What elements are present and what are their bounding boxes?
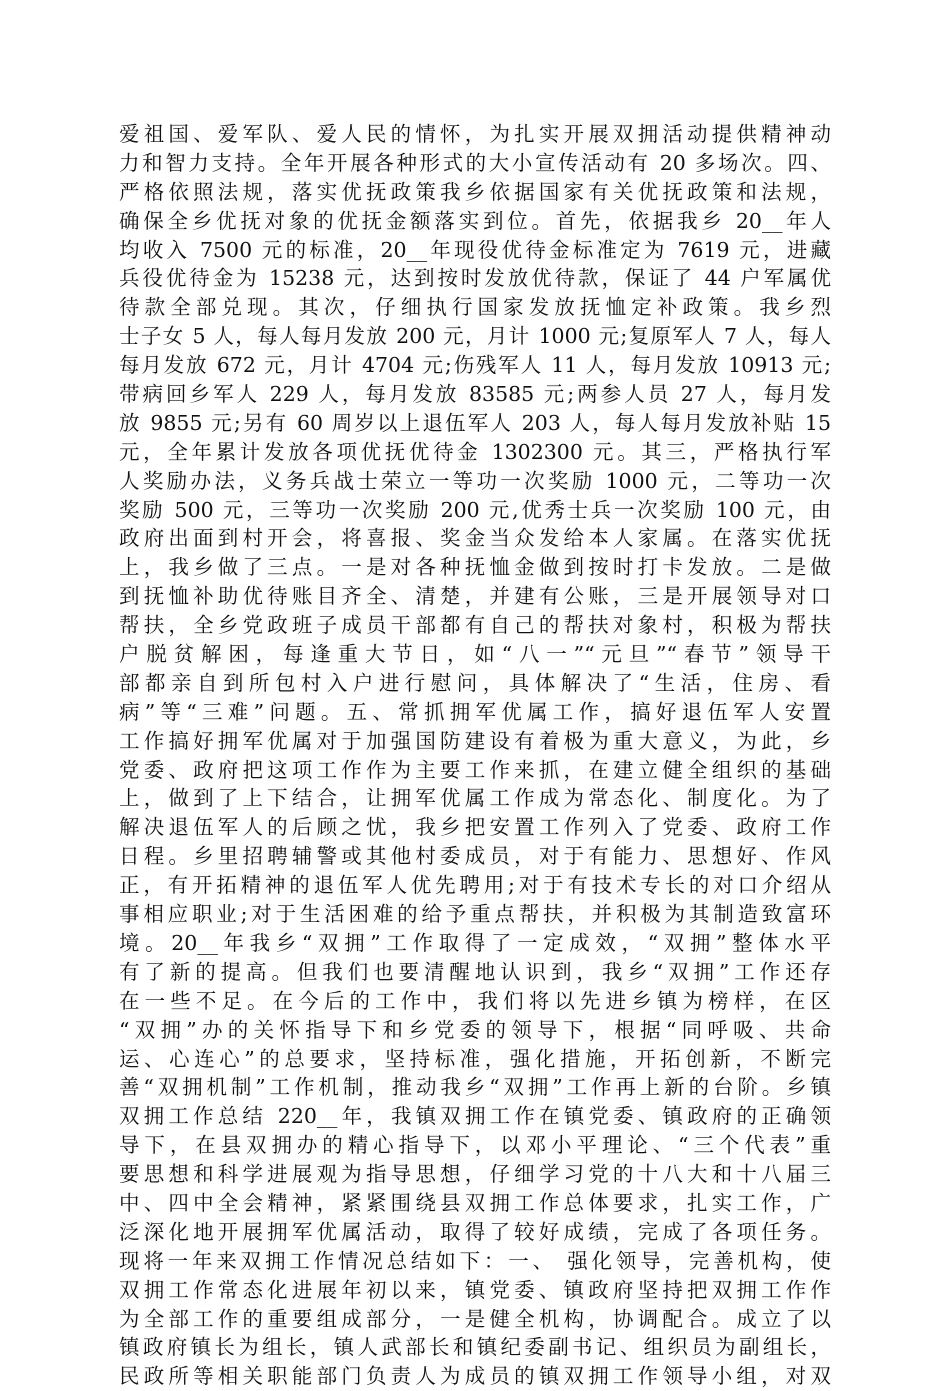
text-line: 兵役优待金为 15238 元，达到按时发放优待款，保证了 44 户军属优	[119, 266, 831, 291]
text-line: 双拥工作总结 220__年，我镇双拥工作在镇党委、镇政府的正确领	[119, 1104, 831, 1129]
text-line: 双拥工作常态化进展年初以来，镇党委、镇政府坚持把双拥工作作	[119, 1277, 831, 1302]
text-line: 运、心连心”的总要求，坚持标准，强化措施，开拓创新，不断完	[119, 1046, 831, 1071]
text-line: 上，做到了上下结合，让拥军优属工作成为常态化、制度化。为了	[119, 786, 831, 811]
text-line: 民政所等相关职能部门负责人为成员的镇双拥工作领导小组，对双	[119, 1364, 831, 1389]
text-line: 工作搞好拥军优属对于加强国防建设有着极为重大意义，为此，乡	[119, 728, 831, 753]
text-line: 士子女 5 人，每人每月发放 200 元，月计 1000 元;复原军人 7 人，每人	[119, 324, 831, 349]
text-line: 待款全部兑现。其次，仔细执行国家发放抚恤定补政策。我乡烈	[119, 295, 831, 320]
text-line: 爱祖国、爱军队、爱人民的情怀，为扎实开展双拥活动提供精神动	[119, 122, 831, 146]
text-line: 解决退伍军人的后顾之忧，我乡把安置工作列入了党委、政府工作	[119, 815, 831, 840]
text-line: 均收入 7500 元的标准，20__年现役优待金标准定为 7619 元，进藏	[119, 237, 831, 262]
text-line: 正，有开拓精神的退伍军人优先聘用;对于有技术专长的对口介绍从	[119, 873, 831, 898]
text-line: 放 9855 元;另有 60 周岁以上退伍军人 203 人，每人每月发放补贴 15	[119, 410, 831, 435]
text-line: 事相应职业;对于生活困难的给予重点帮扶，并积极为其制造致富环	[119, 902, 831, 927]
text-line: 严格依照法规，落实优抚政策我乡依据国家有关优抚政策和法规，	[119, 179, 831, 204]
text-line: 部都亲自到所包村入户进行慰问，具体解决了“生活，住房、看	[119, 670, 831, 695]
text-line: 现将一年来双拥工作情况总结如下：一、 强化领导，完善机构，使	[119, 1248, 831, 1273]
text-line: 善“双拥机制”工作机制，推动我乡“双拥”工作再上新的台阶。乡镇	[119, 1075, 831, 1100]
text-line: 有了新的提高。但我们也要清醒地认识到，我乡“双拥”工作还存	[119, 959, 831, 984]
text-line: 镇政府镇长为组长，镇人武部长和镇纪委副书记、组织员为副组长，	[119, 1335, 831, 1360]
text-line: 力和智力支持。全年开展各种形式的大小宣传活动有 20 多场次。四、	[119, 150, 831, 175]
text-line: 导下，在县双拥办的精心指导下，以邓小平理论、“三个代表”重	[119, 1133, 831, 1158]
text-line: “双拥”办的关怀指导下和乡党委的领导下，根据“同呼吸、共命	[119, 1017, 831, 1042]
text-line: 泛深化地开展拥军优属活动，取得了较好成绩，完成了各项任务。	[119, 1219, 831, 1244]
body-text	[119, 120, 831, 1391]
text-line: 户脱贫解困，每逢重大节日，如“八一”“元旦”“春节”领导干	[119, 642, 831, 667]
text-line: 日程。乡里招聘辅警或其他村委成员，对于有能力、思想好、作风	[119, 844, 831, 869]
text-line: 带病回乡军人 229 人，每月发放 83585 元;两参人员 27 人，每月发	[119, 382, 831, 407]
text-line: 在一些不足。在今后的工作中，我们将以先进乡镇为榜样，在区	[119, 988, 831, 1013]
text-line: 党委、政府把这项工作作为主要工作来抓，在建立健全组织的基础	[119, 757, 831, 782]
text-line: 要思想和科学进展观为指导思想，仔细学习党的十八大和十八届三	[119, 1162, 831, 1187]
text-line: 病”等“三难”问题。五、常抓拥军优属工作，搞好退伍军人安置	[119, 699, 831, 724]
text-line: 确保全乡优抚对象的优抚金额落实到位。首先，依据我乡 20__年人	[119, 208, 831, 233]
text-line: 帮扶，全乡党政班子成员干部都有自己的帮扶对象村，积极为帮扶	[119, 613, 831, 638]
text-line: 中、四中全会精神，紧紧围绕县双拥工作总体要求，扎实工作，广	[119, 1190, 831, 1215]
text-line: 每月发放 672 元，月计 4704 元;伤残军人 11 人，每月发放 10913 元;	[119, 353, 831, 378]
text-line: 政府出面到村开会，将喜报、奖金当众发给本人家属。在落实优抚	[119, 526, 831, 551]
text-line: 上，我乡做了三点。一是对各种抚恤金做到按时打卡发放。二是做	[119, 555, 831, 580]
text-line: 为全部工作的重要组成部分，一是健全机构，协调配合。成立了以	[119, 1306, 831, 1331]
text-line: 到抚恤补助优待账目齐全、清楚，并建有公账，三是开展领导对口	[119, 584, 831, 609]
text-line: 人奖励办法，义务兵战士荣立一等功一次奖励 1000 元，二等功一次	[119, 468, 831, 493]
text-line: 元，全年累计发放各项优抚优待金 1302300 元。其三，严格执行军	[119, 439, 831, 464]
text-line: 境。20__年我乡“双拥”工作取得了一定成效，“双拥”整体水平	[119, 930, 831, 955]
text-line: 奖励 500 元，三等功一次奖励 200 元,优秀士兵一次奖励 100 元，由	[119, 497, 831, 522]
